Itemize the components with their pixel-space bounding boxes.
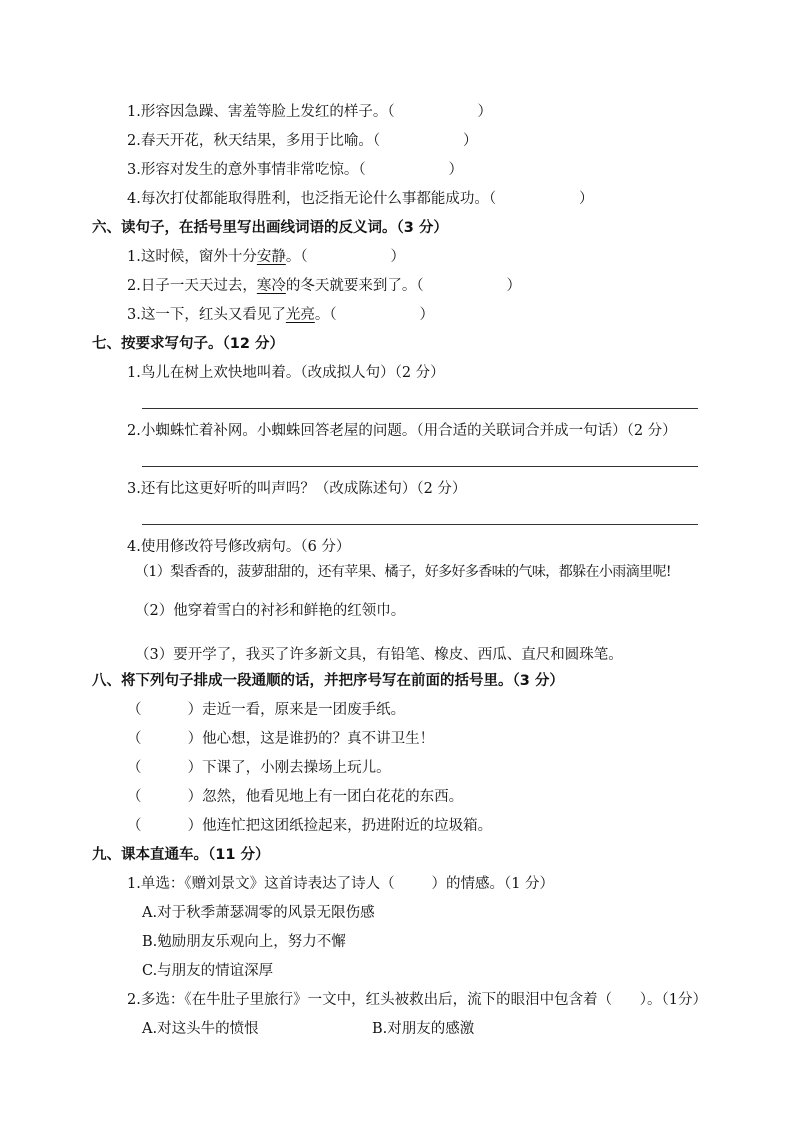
sec7-q3: 3.还有比这更好听的叫声吗？（改成陈述句）（2 分） <box>127 481 467 497</box>
sec7-sentence-2: （2）他穿着雪白的衬衫和鲜艳的红领巾。 <box>135 603 406 619</box>
sec9-q1: 1.单选：《赠刘景文》这首诗表达了诗人（ ）的情感。（1 分） <box>127 876 555 892</box>
sec8-item: （ ）他连忙把这团纸捡起来，扔进附近的垃圾箱。 <box>127 818 493 834</box>
sec7-q2: 2.小蜘蛛忙着补网。小蜘蛛回答老屋的问题。（用合适的关联词合并成一句话）（2 分） <box>127 423 677 439</box>
sec6-q1 <box>127 247 405 267</box>
sec6-q3-post: 。（ ） <box>314 307 435 323</box>
sec5-q2: 2.春天开花，秋天结果，多用于比喻。（ ） <box>127 133 478 149</box>
sec6-q2-pre: 2.日子一天天过去， <box>127 278 257 294</box>
sec5-q3: 3.形容对发生的意外事情非常吃惊。（ ） <box>127 162 464 178</box>
sec9-title: 九、课本直通车。（11 分） <box>92 847 270 863</box>
sec9-q2-option-a: A.对这头牛的愤恨 <box>142 1021 259 1037</box>
sec8-item: （ ）他心想，这是谁扔的？真不讲卫生！ <box>127 731 435 747</box>
sec6-q3 <box>127 305 434 325</box>
sec8-item: （ ）忽然，他看见地上有一团白花花的东西。 <box>127 789 464 805</box>
answer-line[interactable] <box>142 466 698 467</box>
sec9-q1-option-a: A.对于秋季萧瑟凋零的风景无限伤感 <box>142 905 375 921</box>
sec6-title: 六、读句子，在括号里写出画线词语的反义词。（3 分） <box>92 220 448 236</box>
sec6-q2 <box>127 276 521 296</box>
sec7-sentence-3: （3）要开学了，我买了许多新文具，有铅笔、橡皮、西瓜、直尺和圆珠笔。 <box>135 647 623 663</box>
answer-line[interactable] <box>142 408 698 409</box>
sec6-q3-pre: 3.这一下，红头又看见了 <box>127 307 286 323</box>
sec8-item: （ ）下课了，小刚去操场上玩儿。 <box>127 760 391 776</box>
sec8-item: （ ）走近一看，原来是一团废手纸。 <box>127 702 406 718</box>
answer-line[interactable] <box>142 524 698 525</box>
sec6-q1-underlined-word: 安静 <box>256 249 286 265</box>
sec5-q4: 4.每次打仗都能取得胜利，也泛指无论什么事都能成功。（ ） <box>127 191 594 207</box>
sec9-q2-option-b: B.对朋友的感激 <box>372 1021 475 1037</box>
sec7-q1: 1.鸟儿在树上欢快地叫着。（改成拟人句）（2 分） <box>127 365 445 381</box>
sec5-q1: 1.形容因急躁、害羞等脸上发红的样子。（ ） <box>127 104 493 120</box>
sec9-q1-option-b: B.勉励朋友乐观向上，努力不懈 <box>142 934 346 950</box>
sec7-title: 七、按要求写句子。（12 分） <box>92 336 284 352</box>
sec6-q2-post: 的冬天就要来到了。（ ） <box>285 278 522 294</box>
sec6-q1-post: 。（ ） <box>285 249 406 265</box>
sec8-title: 八、将下列句子排成一段通顺的话，并把序号写在前面的括号里。（3 分） <box>92 673 564 689</box>
sec6-q3-underlined-word: 光亮 <box>285 307 315 323</box>
sec9-q1-option-c: C.与朋友的情谊深厚 <box>142 963 274 979</box>
sec6-q1-pre: 1.这时候，窗外十分 <box>127 249 257 265</box>
sec7-q4: 4.使用修改符号修改病句。（6 分） <box>127 539 351 555</box>
sec9-q2: 2.多选：《在牛肚子里旅行》一文中，红头被救出后，流下的眼泪中包含着（ ）。（1分） <box>127 992 707 1008</box>
sec6-q2-underlined-word: 寒冷 <box>256 278 286 294</box>
sec7-sentence-1: （1）梨香香的，菠萝甜甜的，还有苹果、橘子，好多好多香味的气味，都躲在小雨滴里呢! <box>135 564 671 580</box>
